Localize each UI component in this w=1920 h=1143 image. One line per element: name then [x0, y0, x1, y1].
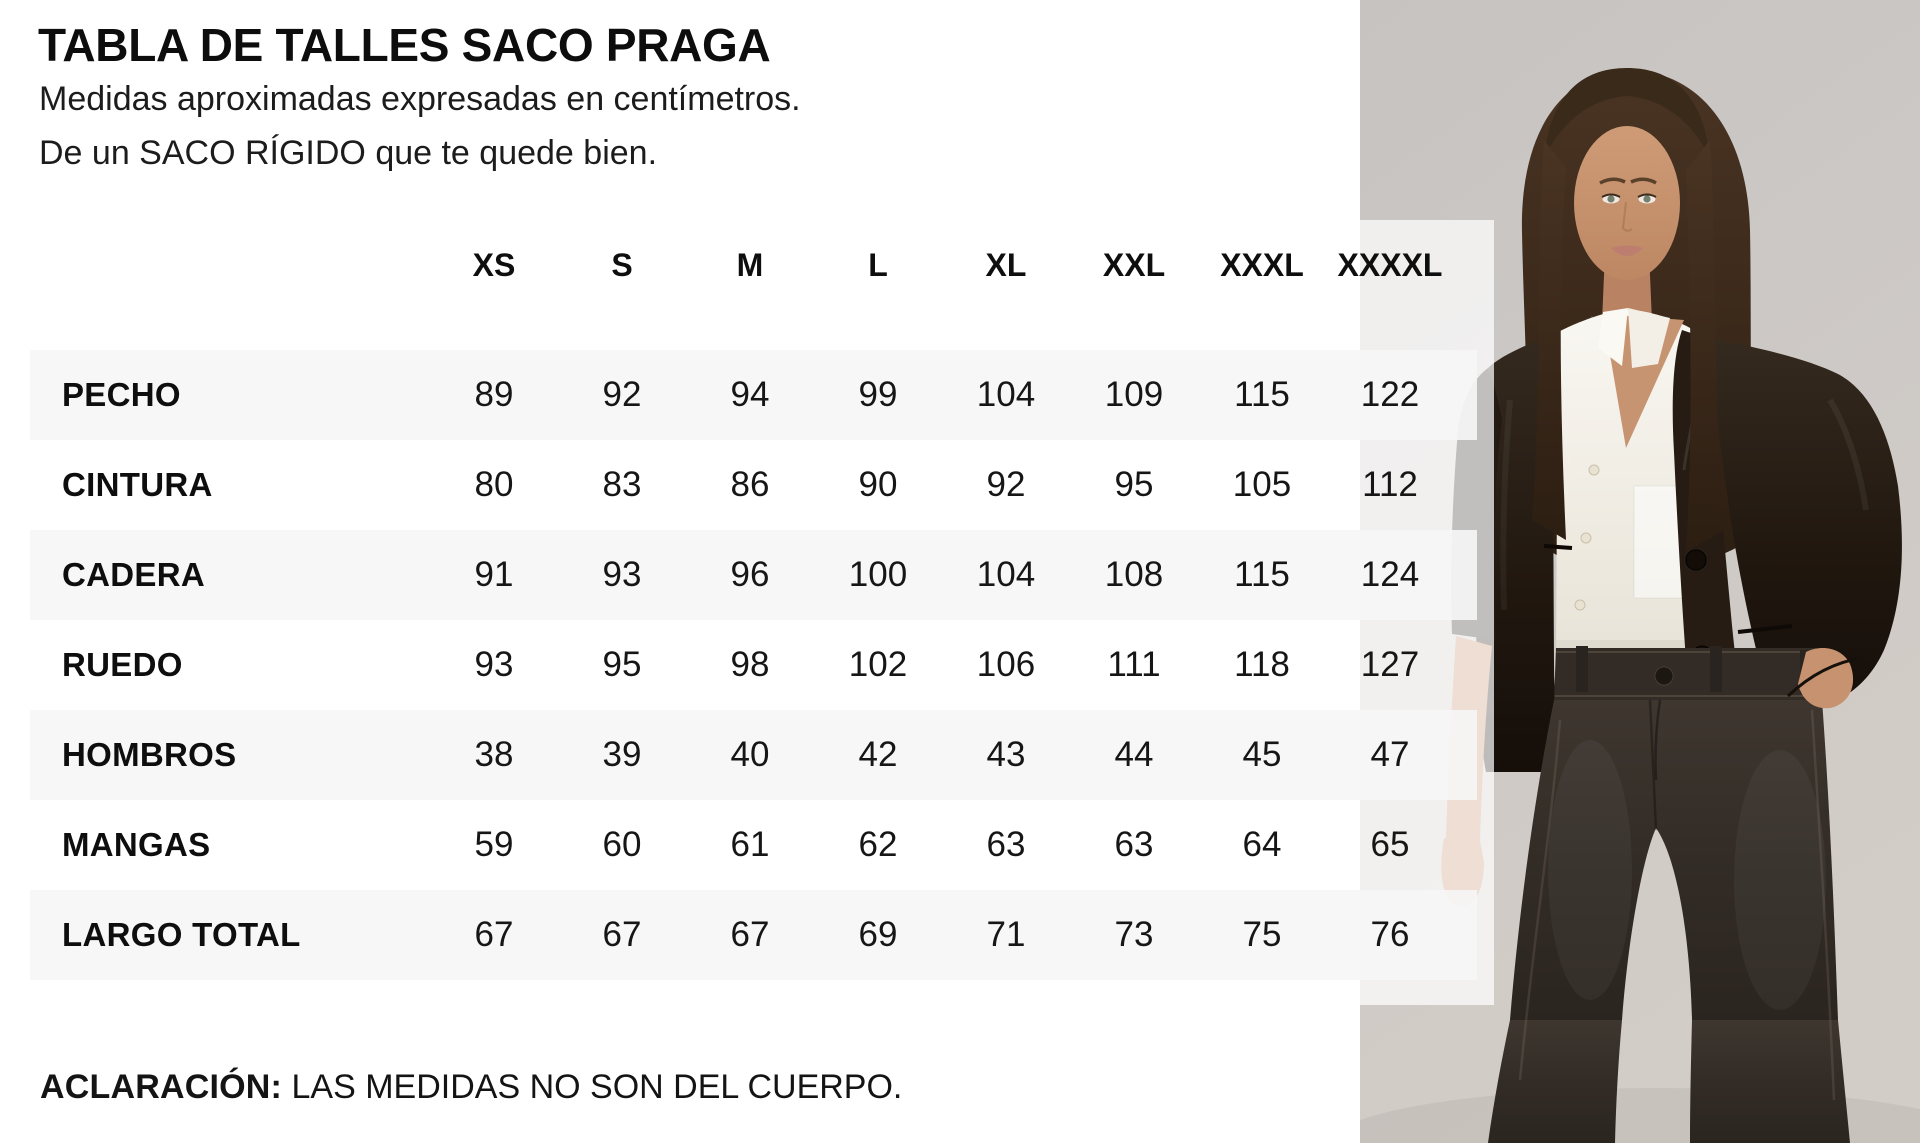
cell: 40	[730, 735, 770, 774]
cell: 63	[986, 825, 1026, 864]
cell: 94	[730, 375, 770, 414]
cell: 43	[986, 735, 1026, 774]
cell: 108	[1104, 555, 1164, 594]
cell: 75	[1242, 915, 1282, 954]
size-column-header-xxl: XXL	[1102, 246, 1166, 283]
page-title: TABLA DE TALLES SACO PRAGA	[38, 19, 771, 71]
cell: 60	[602, 825, 642, 864]
cell: 102	[848, 645, 908, 684]
cell: 127	[1360, 645, 1420, 684]
cell: 118	[1234, 645, 1290, 684]
cell: 89	[474, 375, 514, 414]
size-column-header-l: L	[868, 246, 888, 283]
size-column-header-s: S	[611, 246, 633, 283]
row-label: CADERA	[62, 556, 205, 593]
subtitle-line-1: Medidas aproximadas expresadas en centímetros.	[39, 80, 801, 118]
cell: 83	[602, 465, 642, 504]
cell: 100	[848, 555, 908, 594]
table-row-pecho	[30, 350, 1477, 440]
cell: 106	[976, 645, 1036, 684]
row-label: MANGAS	[62, 826, 211, 863]
cell: 95	[602, 645, 642, 684]
size-column-header-xs: XS	[472, 246, 516, 283]
cell: 67	[602, 915, 642, 954]
table-row-largo-total	[30, 890, 1477, 980]
row-label: CINTURA	[62, 466, 213, 503]
cell: 104	[976, 375, 1036, 414]
cell: 105	[1232, 465, 1292, 504]
cell: 71	[986, 915, 1026, 954]
cell: 80	[474, 465, 514, 504]
cell: 38	[474, 735, 514, 774]
cell: 96	[730, 555, 770, 594]
cell: 104	[976, 555, 1036, 594]
size-column-header-m: M	[736, 246, 764, 283]
size-column-header-xxxxl: XXXXL	[1337, 246, 1443, 283]
cell: 67	[474, 915, 514, 954]
cell: 67	[730, 915, 770, 954]
cell: 47	[1370, 735, 1410, 774]
cell: 115	[1234, 555, 1290, 594]
cell: 59	[474, 825, 514, 864]
cell: 111	[1107, 645, 1161, 684]
table-row-hombros	[30, 710, 1477, 800]
cell: 115	[1234, 375, 1290, 414]
cell: 63	[1114, 825, 1154, 864]
clarification-note-label: ACLARACIÓN:	[40, 1068, 283, 1106]
cell: 124	[1360, 555, 1420, 594]
row-label: PECHO	[62, 376, 181, 413]
cell: 73	[1114, 915, 1154, 954]
row-label: LARGO TOTAL	[62, 916, 301, 953]
table-row-ruedo	[30, 620, 1477, 710]
cell: 39	[602, 735, 642, 774]
page-subtitle	[39, 72, 801, 180]
cell: 93	[602, 555, 642, 594]
size-table	[30, 350, 1477, 980]
cell: 42	[858, 735, 898, 774]
cell: 45	[1242, 735, 1282, 774]
cell: 92	[986, 465, 1026, 504]
cell: 112	[1362, 465, 1418, 504]
cell: 61	[730, 825, 770, 864]
cell: 109	[1104, 375, 1164, 414]
cell: 76	[1370, 915, 1410, 954]
cell: 122	[1360, 375, 1420, 414]
cell: 91	[474, 555, 514, 594]
table-row-cintura	[30, 440, 1477, 530]
subtitle-line-2: De un SACO RÍGIDO que te quede bien.	[39, 134, 658, 172]
cell: 99	[858, 375, 898, 414]
cell: 92	[602, 375, 642, 414]
row-label: RUEDO	[62, 646, 183, 683]
cell: 62	[858, 825, 898, 864]
cell: 64	[1242, 825, 1282, 864]
cell: 98	[730, 645, 770, 684]
cell: 93	[474, 645, 514, 684]
cell: 65	[1370, 825, 1410, 864]
clarification-note-text: LAS MEDIDAS NO SON DEL CUERPO.	[282, 1068, 903, 1106]
cell: 90	[858, 465, 898, 504]
size-column-header-xxxl: XXXL	[1220, 246, 1304, 283]
cell: 44	[1114, 735, 1154, 774]
table-row-cadera	[30, 530, 1477, 620]
cell: 69	[858, 915, 898, 954]
clarification-note	[40, 1068, 902, 1107]
size-header-row	[30, 222, 1477, 308]
cell: 95	[1114, 465, 1154, 504]
cell: 86	[730, 465, 770, 504]
size-column-header-xl: XL	[985, 246, 1027, 283]
row-label: HOMBROS	[62, 736, 237, 773]
table-row-mangas	[30, 800, 1477, 890]
